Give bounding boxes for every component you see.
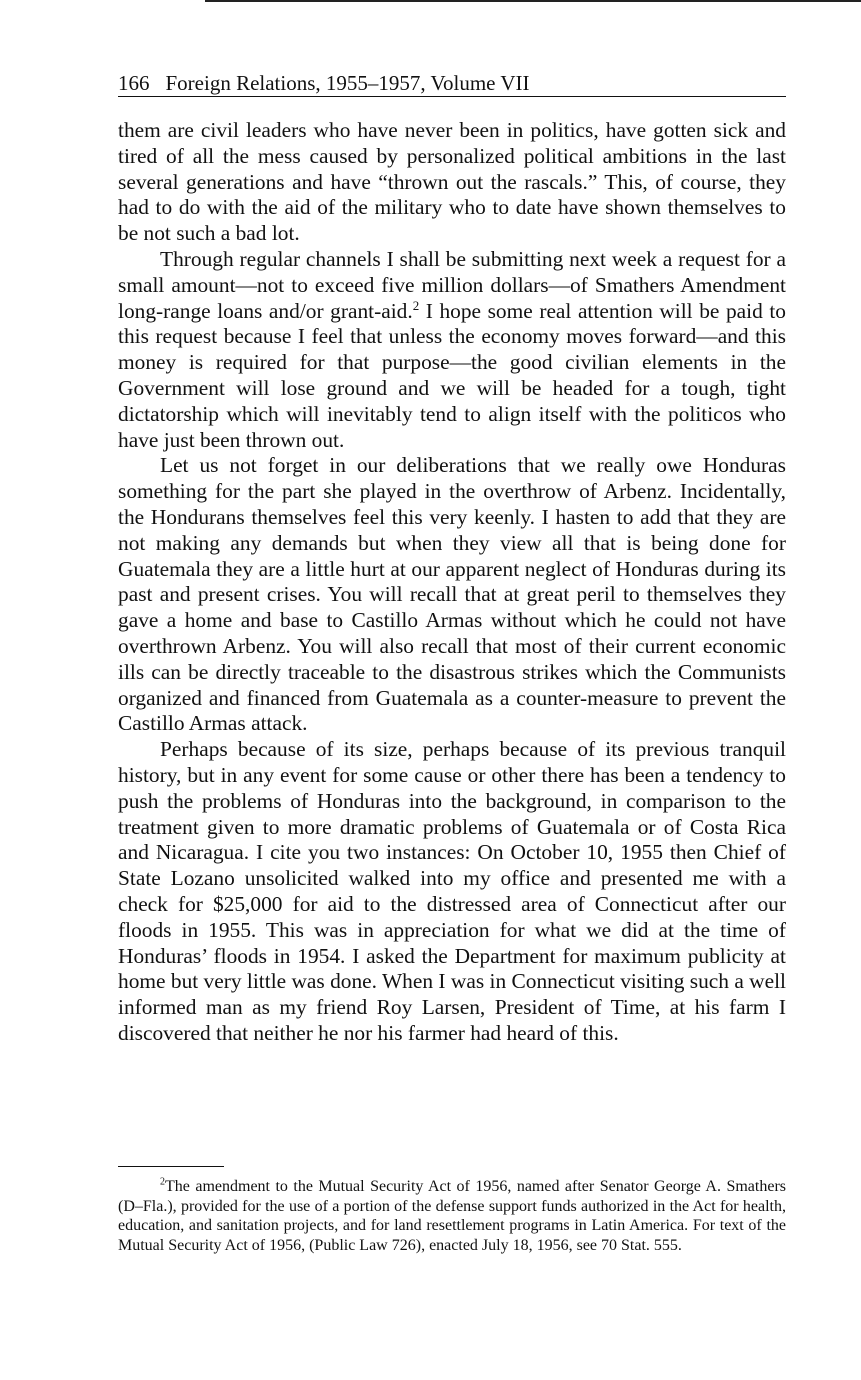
top-edge-rule — [205, 0, 861, 2]
body-text — [118, 118, 786, 1047]
paragraph-2-text-b: I hope some real attention will be paid to this request because I feel that unless the economy moves forward—and this money is required for that purpose—the good civilian elements in the Government will lose ground and we will be headed for a tough, tight dictatorship which will inevitably tend to align itself with the politicos who have just been thrown out. — [118, 298, 786, 452]
paragraph-3: Let us not forget in our deliberations that we really owe Honduras something for the part she played in the overthrow of Arbenz. Incidentally, the Hondurans themselves feel this very keenly. I hasten to add that they are not making any demands but when they view all that is being done for Guatemala they are a little hurt at our apparent neglect of Honduras during its past and present crises. You will recall that at great peril to themselves they gave a home and base to Castillo Armas without which he could not have overthrown Arbenz. You will also recall that most of their current economic ills can be directly traceable to the disastrous strikes which the Communists organized and financed from Guatemala as a counter-measure to prevent the Castillo Armas attack. — [118, 453, 786, 736]
footnote-marker: 2 — [160, 1176, 165, 1188]
page-number: 166 — [118, 71, 150, 95]
footnote-separator — [118, 1166, 224, 1167]
footnote-reference: 2 — [412, 297, 420, 313]
paragraph-4: Perhaps because of its size, perhaps because of its previous tranquil history, but in any event for some cause or other there has been a tendency to push the problems of Honduras into the background, in comparison to the treatment given to more dramatic problems of Guatemala or of Costa Rica and Nicaragua. I cite you two instances: On October 10, 1955 then Chief of State Lozano unsolicited walked into my office and presented me with a check for $25,000 for aid to the distressed area of Connecticut after our floods in 1955. This was in appreciation for what we did at the time of Honduras’ floods in 1954. I asked the Department for maximum publicity at home but very little was done. When I was in Connecticut visiting such a well informed man as my friend Roy Larsen, President of Time, at his farm I discovered that neither he nor his farmer had heard of this. — [118, 737, 786, 1045]
paragraph-2-text-a: Through regular channels I shall be submitting next week a request for a small amount—not to exceed five million dollars—of Smathers Amendment long-range loans and/or grant-aid. — [118, 246, 786, 323]
paragraph-1: them are civil leaders who have never been in politics, have gotten sick and tired of all the mess caused by personalized political ambitions in the last several generations and have “thrown out the rascals.” This, of course, they had to do with the aid of the military who to date have shown themselves to be not such a bad lot. — [118, 118, 786, 246]
running-title: Foreign Relations, 1955–1957, Volume VII — [165, 71, 530, 95]
running-header — [118, 70, 786, 97]
footnote-text: The amendment to the Mutual Security Act of 1956, named after Senator George A. Smathers (D–Fla.), provided for the use of a portion of the defense support funds authorized in the Act for health, education, and sanitation projects, and for land resettlement programs in Latin America. For text of the Mutual Security Act of 1956, (Public Law 726), enacted July 18, 1956, see 70 Stat. 555. — [118, 1178, 786, 1254]
footnote — [118, 1177, 786, 1255]
paragraph-2 — [118, 247, 786, 453]
